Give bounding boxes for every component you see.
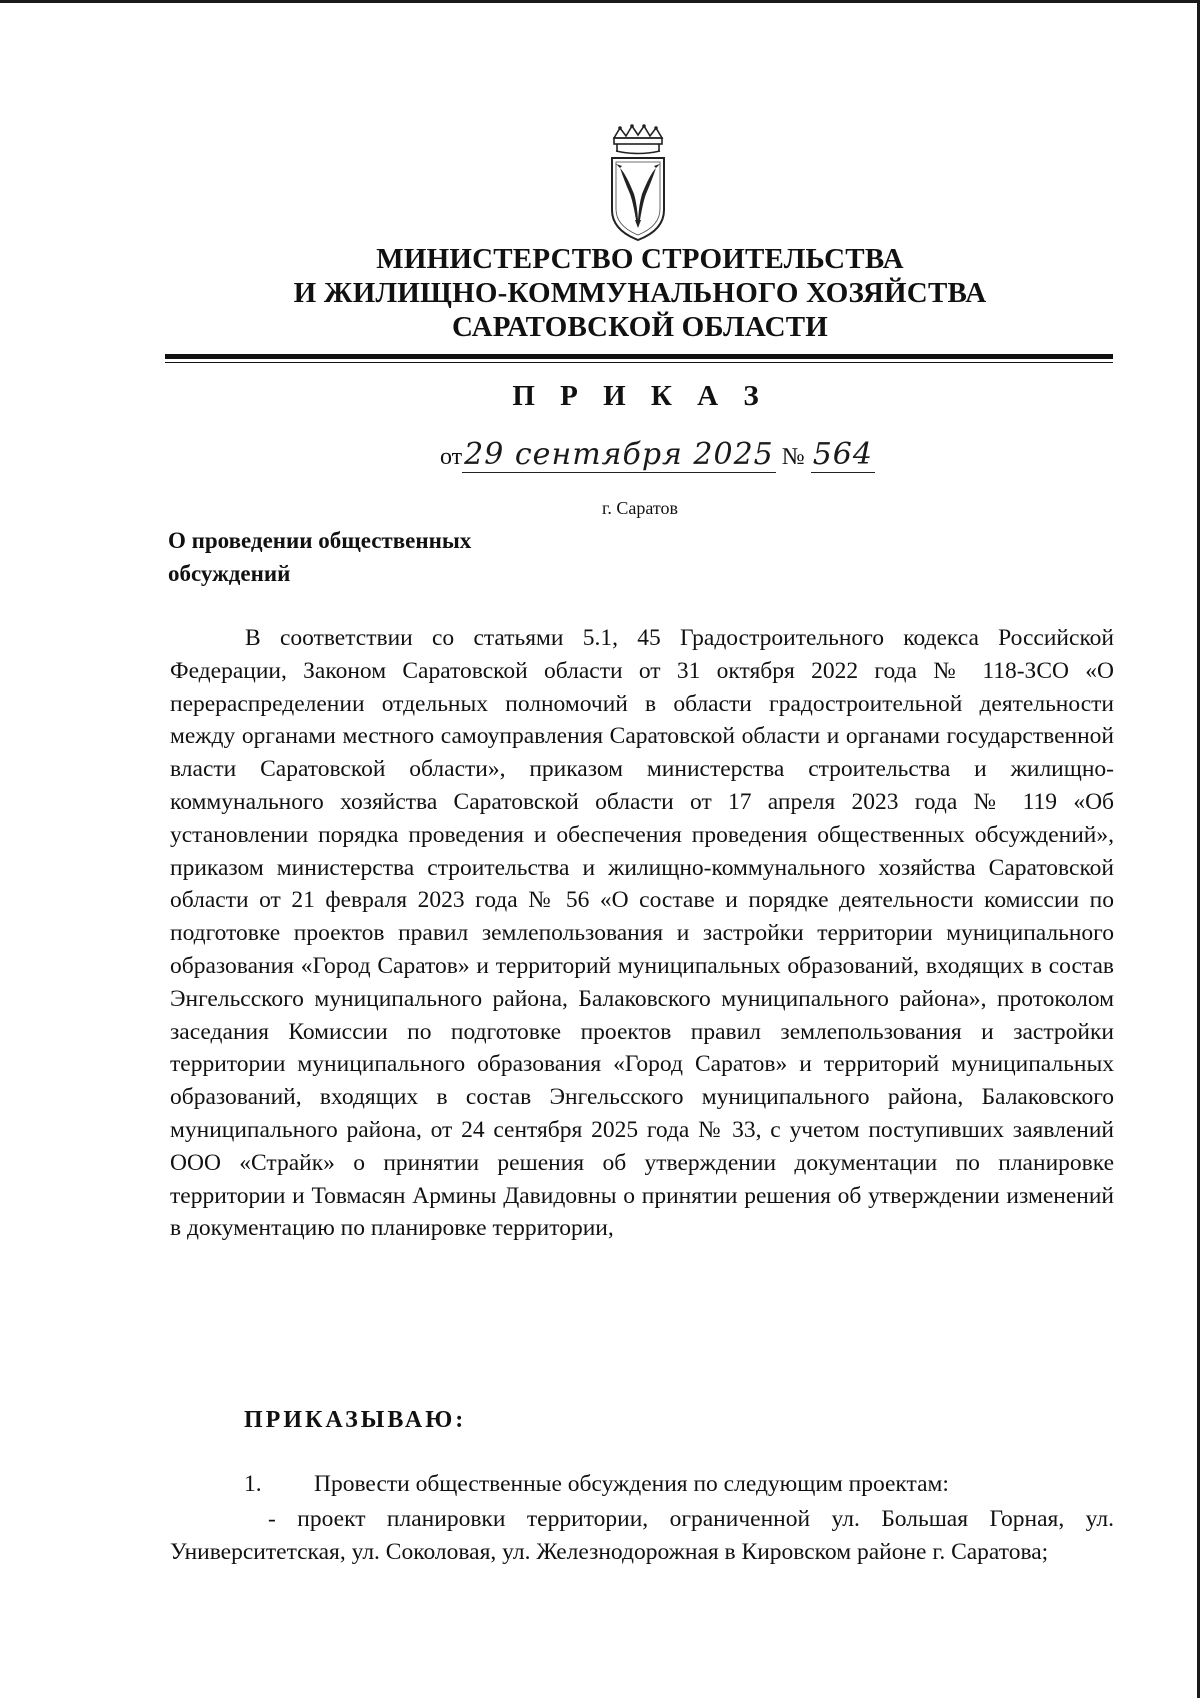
ministry-line-3: САРАТОВСКОЙ ОБЛАСТИ — [451, 311, 829, 343]
handwritten-number: 564 — [812, 437, 873, 472]
order-date-number-line — [440, 438, 875, 478]
handwritten-date: 29 сентября 2025 — [464, 437, 774, 472]
header-rule-thick — [165, 354, 1113, 359]
subitem-text: - проект планировки территории, ограниченной ул. Большая Горная, ул. Университетская, ул. Соколовая, ул. Железнодорожная в Кировском районе г. Саратова; — [170, 1506, 1114, 1565]
preamble-paragraph — [170, 622, 1114, 1245]
subject-line-1: О проведении общественных — [168, 528, 472, 553]
item-text: Провести общественные обсуждения по следующим проектам: — [314, 1471, 949, 1497]
ministry-name — [160, 242, 1120, 344]
ministry-line-1: МИНИСТЕРСТВО СТРОИТЕЛЬСТВА — [376, 243, 904, 275]
order-subitem — [170, 1503, 1114, 1569]
number-prefix: № — [781, 444, 805, 470]
date-prefix: от — [440, 444, 463, 470]
scan-edge-top — [0, 0, 1200, 3]
orders-heading: ПРИКАЗЫВАЮ: — [244, 1407, 467, 1433]
document-type-title: П Р И К А З — [512, 380, 768, 412]
coat-of-arms-icon — [600, 124, 676, 242]
ministry-line-2: И ЖИЛИЩНО-КОММУНАЛЬНОГО ХОЗЯЙСТВА — [293, 277, 987, 309]
header-rule-thin — [165, 362, 1113, 363]
subject-line-2: обсуждений — [168, 561, 291, 586]
order-item-1 — [244, 1471, 949, 1498]
city-label: г. Саратов — [602, 498, 678, 518]
order-subject — [168, 524, 471, 590]
preamble-text: В соответствии со статьями 5.1, 45 Градостроительного кодекса Российской Федерации, Законом Саратовской области от 31 октября 2022 года № 118-ЗСО «О перераспределении отдельных полномочий в области градостроительной деятельности между органами местного самоуправления Саратовской области и органами государственной власти Саратовской области», приказом министерства строительства и жилищно-коммунального хозяйства Саратовской области от 17 апреля 2023 года № 119 «Об установлении порядка проведения и обеспечения проведения общественных обсуждений», приказом министерства строительства и жилищно-коммунального хозяйства Саратовской области от 21 февраля 2023 года № 56 «О составе и порядке деятельности комиссии по подготовке проектов правил землепользования и застройки территории муниципального образования «Город Саратов» и территорий муниципальных образований, входящих в состав Энгельсского муниципального района, Балаковского муниципального района», протоколом заседания Комиссии по подготовке проектов правил землепользования и застройки территории муниципального образования «Город Саратов» и территорий муниципальных образований, входящих в состав Энгельсского муниципального района, Балаковского муниципального района, от 24 сентября 2025 года № 33, с учетом поступивших заявлений ООО «Страйк» о принятии решения об утверждении документации по планировке территории и Товмасян Армины Давидовны о принятии решения об утверждении изменений в документацию по планировке территории, — [170, 625, 1114, 1242]
item-number: 1. — [244, 1471, 262, 1497]
